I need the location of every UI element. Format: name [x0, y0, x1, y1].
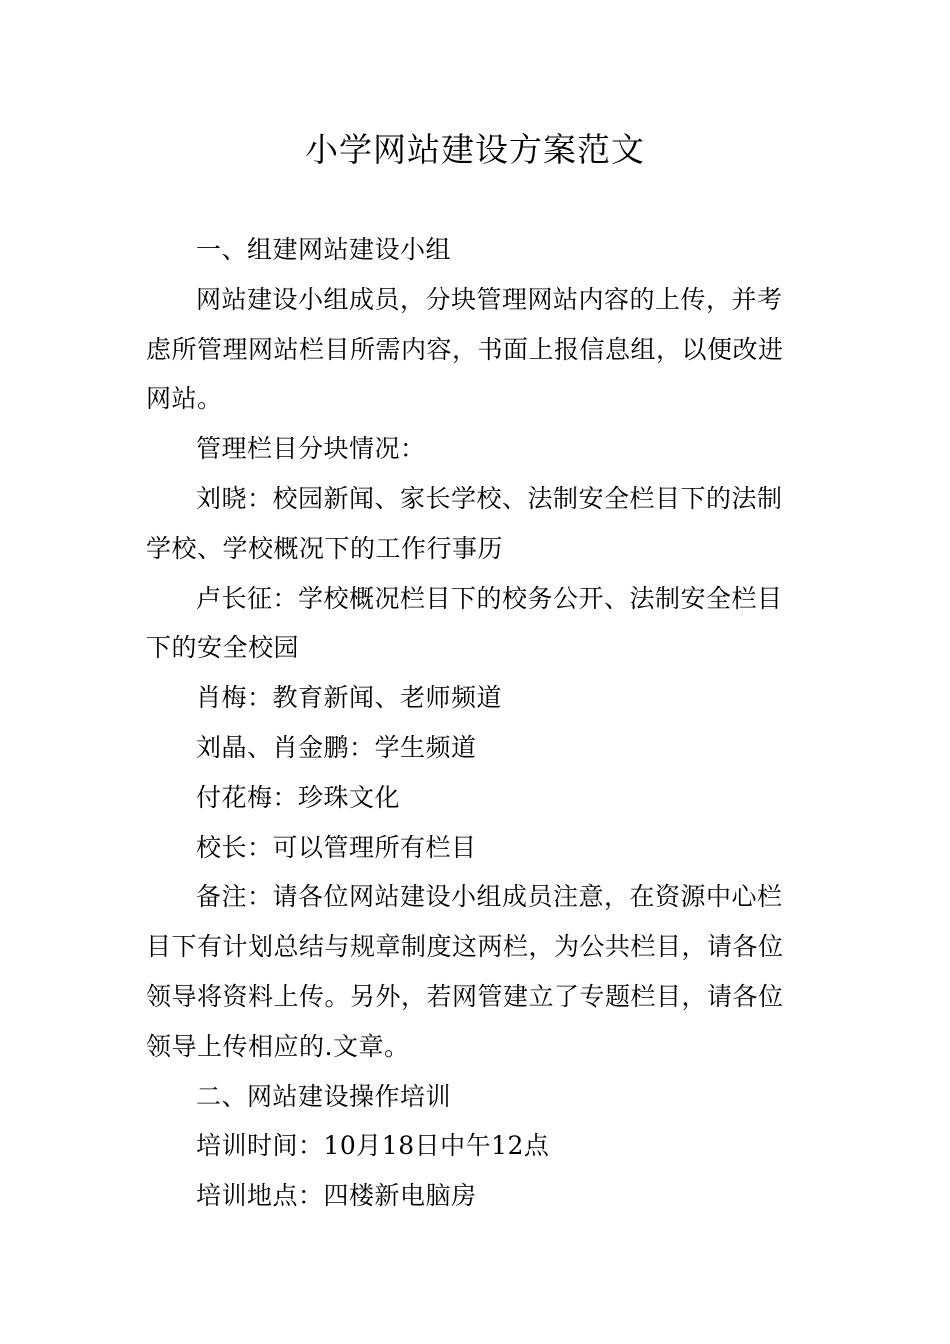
document-body: [146, 225, 806, 1221]
section-heading-2: 二、网站建设操作培训: [196, 1081, 452, 1111]
paragraph-training-time: 培训时间：10月18日中午12点: [196, 1131, 550, 1161]
paragraph-assignment-lu-changzheng: 卢长征：学校概况栏目下的校务公开、法制安全栏目下的安全校园: [146, 583, 783, 663]
paragraph-training-location: 培训地点：四楼新电脑房: [196, 1181, 477, 1211]
paragraph-assignment-xiao-mei: 肖梅：教育新闻、老师频道: [196, 683, 503, 713]
document-title: 小学网站建设方案范文: [305, 130, 645, 169]
paragraph-note: 备注：请各位网站建设小组成员注意，在资源中心栏目下有计划总结与规章制度这两栏，为公共栏目，请各位领导将资料上传。另外，若网管建立了专题栏目，请各位领导上传相应的.文章。: [146, 882, 784, 1061]
paragraph-assignment-liu-xiao: 刘晓：校园新闻、家长学校、法制安全栏目下的法制学校、学校概况下的工作行事历: [146, 483, 783, 563]
paragraph-assignment-fu-huamei: 付花梅：珍珠文化: [196, 782, 401, 812]
section-heading-1: 一、组建网站建设小组: [196, 235, 452, 264]
paragraph-assignment-liu-jing-xiao-jinpeng: 刘晶、肖金鹏：学生频道: [196, 732, 477, 762]
paragraph-assignment-principal: 校长：可以管理所有栏目: [196, 832, 477, 862]
paragraph-column-assignment-heading: 管理栏目分块情况：: [196, 434, 426, 464]
paragraph-group-intro: 网站建设小组成员，分块管理网站内容的上传，并考虑所管理网站栏目所需内容，书面上报信息组，以便改进网站。: [146, 284, 784, 414]
